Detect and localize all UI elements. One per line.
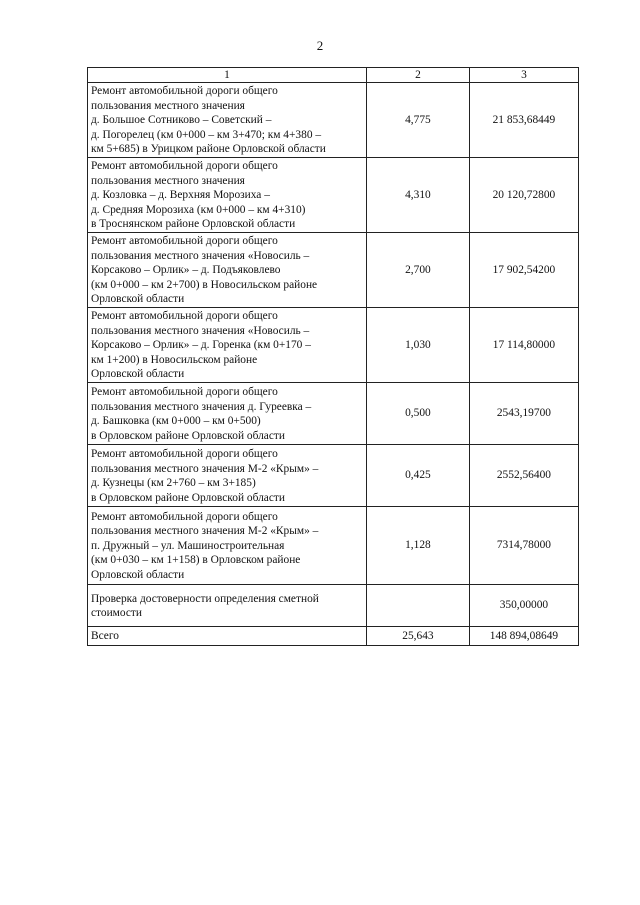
row-length: 1,128 [367,507,470,585]
row-cost: 21 853,68449 [469,83,578,158]
row-description [88,83,367,158]
total-label: Всего [88,627,367,646]
row-description [88,383,367,445]
description-text: Ремонт автомобильной дороги общего пользования местного значения М-2 «Крым» – д. Кузнецы (км 2+760 – км 3+185) в Орловском районе Орловской области [91,448,319,504]
total-row [88,627,579,646]
row-description [88,233,367,308]
row-length [367,585,470,627]
header-col-1: 1 [88,68,367,83]
page-number: 2 [316,38,324,53]
row-cost: 2552,56400 [469,445,578,507]
row-cost: 17 114,80000 [469,308,578,383]
table-row [88,445,579,507]
header-col-2: 2 [367,68,470,83]
row-description [88,507,367,585]
table-row [88,507,579,585]
row-cost: 20 120,72800 [469,158,578,233]
total-length: 25,643 [367,627,470,646]
table-header-row [88,68,579,83]
description-text: Проверка достоверности определения сметной стоимости [91,592,319,619]
row-length: 0,500 [367,383,470,445]
table-row [88,233,579,308]
row-description [88,445,367,507]
row-cost: 7314,78000 [469,507,578,585]
description-text: Ремонт автомобильной дороги общего пользования местного значения М-2 «Крым» – п. Дружный – ул. Машиностроительная (км 0+030 – км 1+158) в Орловском районе Орловской области [91,510,319,581]
estimate-table [87,67,579,646]
row-cost: 17 902,54200 [469,233,578,308]
row-length: 1,030 [367,308,470,383]
row-cost: 2543,19700 [469,383,578,445]
row-cost: 350,00000 [469,585,578,627]
description-text: Ремонт автомобильной дороги общего пользования местного значения «Новосиль – Корсаково – Орлик» – д. Горенка (км 0+170 – км 1+200) в Новосильском районе Орловской области [91,310,311,381]
description-text: Ремонт автомобильной дороги общего пользования местного значения д. Гуреевка – д. Башковка (км 0+000 – км 0+500) в Орловском районе Орловской области [91,386,312,442]
description-text: Ремонт автомобильной дороги общего пользования местного значения «Новосиль – Корсаково – Орлик» – д. Подъяковлево (км 0+000 – км 2+700) в Новосильском районе Орловской области [91,235,318,306]
table-row [88,585,579,627]
row-description [88,308,367,383]
description-text: Ремонт автомобильной дороги общего пользования местного значения д. Козловка – д. Верхняя Морозиха – д. Средняя Морозиха (км 0+000 – км 4+310) в Троснянском районе Орловской области [91,160,306,231]
description-text: Ремонт автомобильной дороги общего пользования местного значения д. Большое Сотниково – Советский – д. Погорелец (км 0+000 – км 3+470; км 4+380 – км 5+685) в Урицком районе Орловской области [91,85,326,156]
row-length: 4,310 [367,158,470,233]
total-cost: 148 894,08649 [469,627,578,646]
row-description [88,585,367,627]
table-row [88,383,579,445]
table-row [88,83,579,158]
row-length: 0,425 [367,445,470,507]
row-description [88,158,367,233]
table-row [88,158,579,233]
row-length: 2,700 [367,233,470,308]
header-col-3: 3 [469,68,578,83]
table-row [88,308,579,383]
row-length: 4,775 [367,83,470,158]
